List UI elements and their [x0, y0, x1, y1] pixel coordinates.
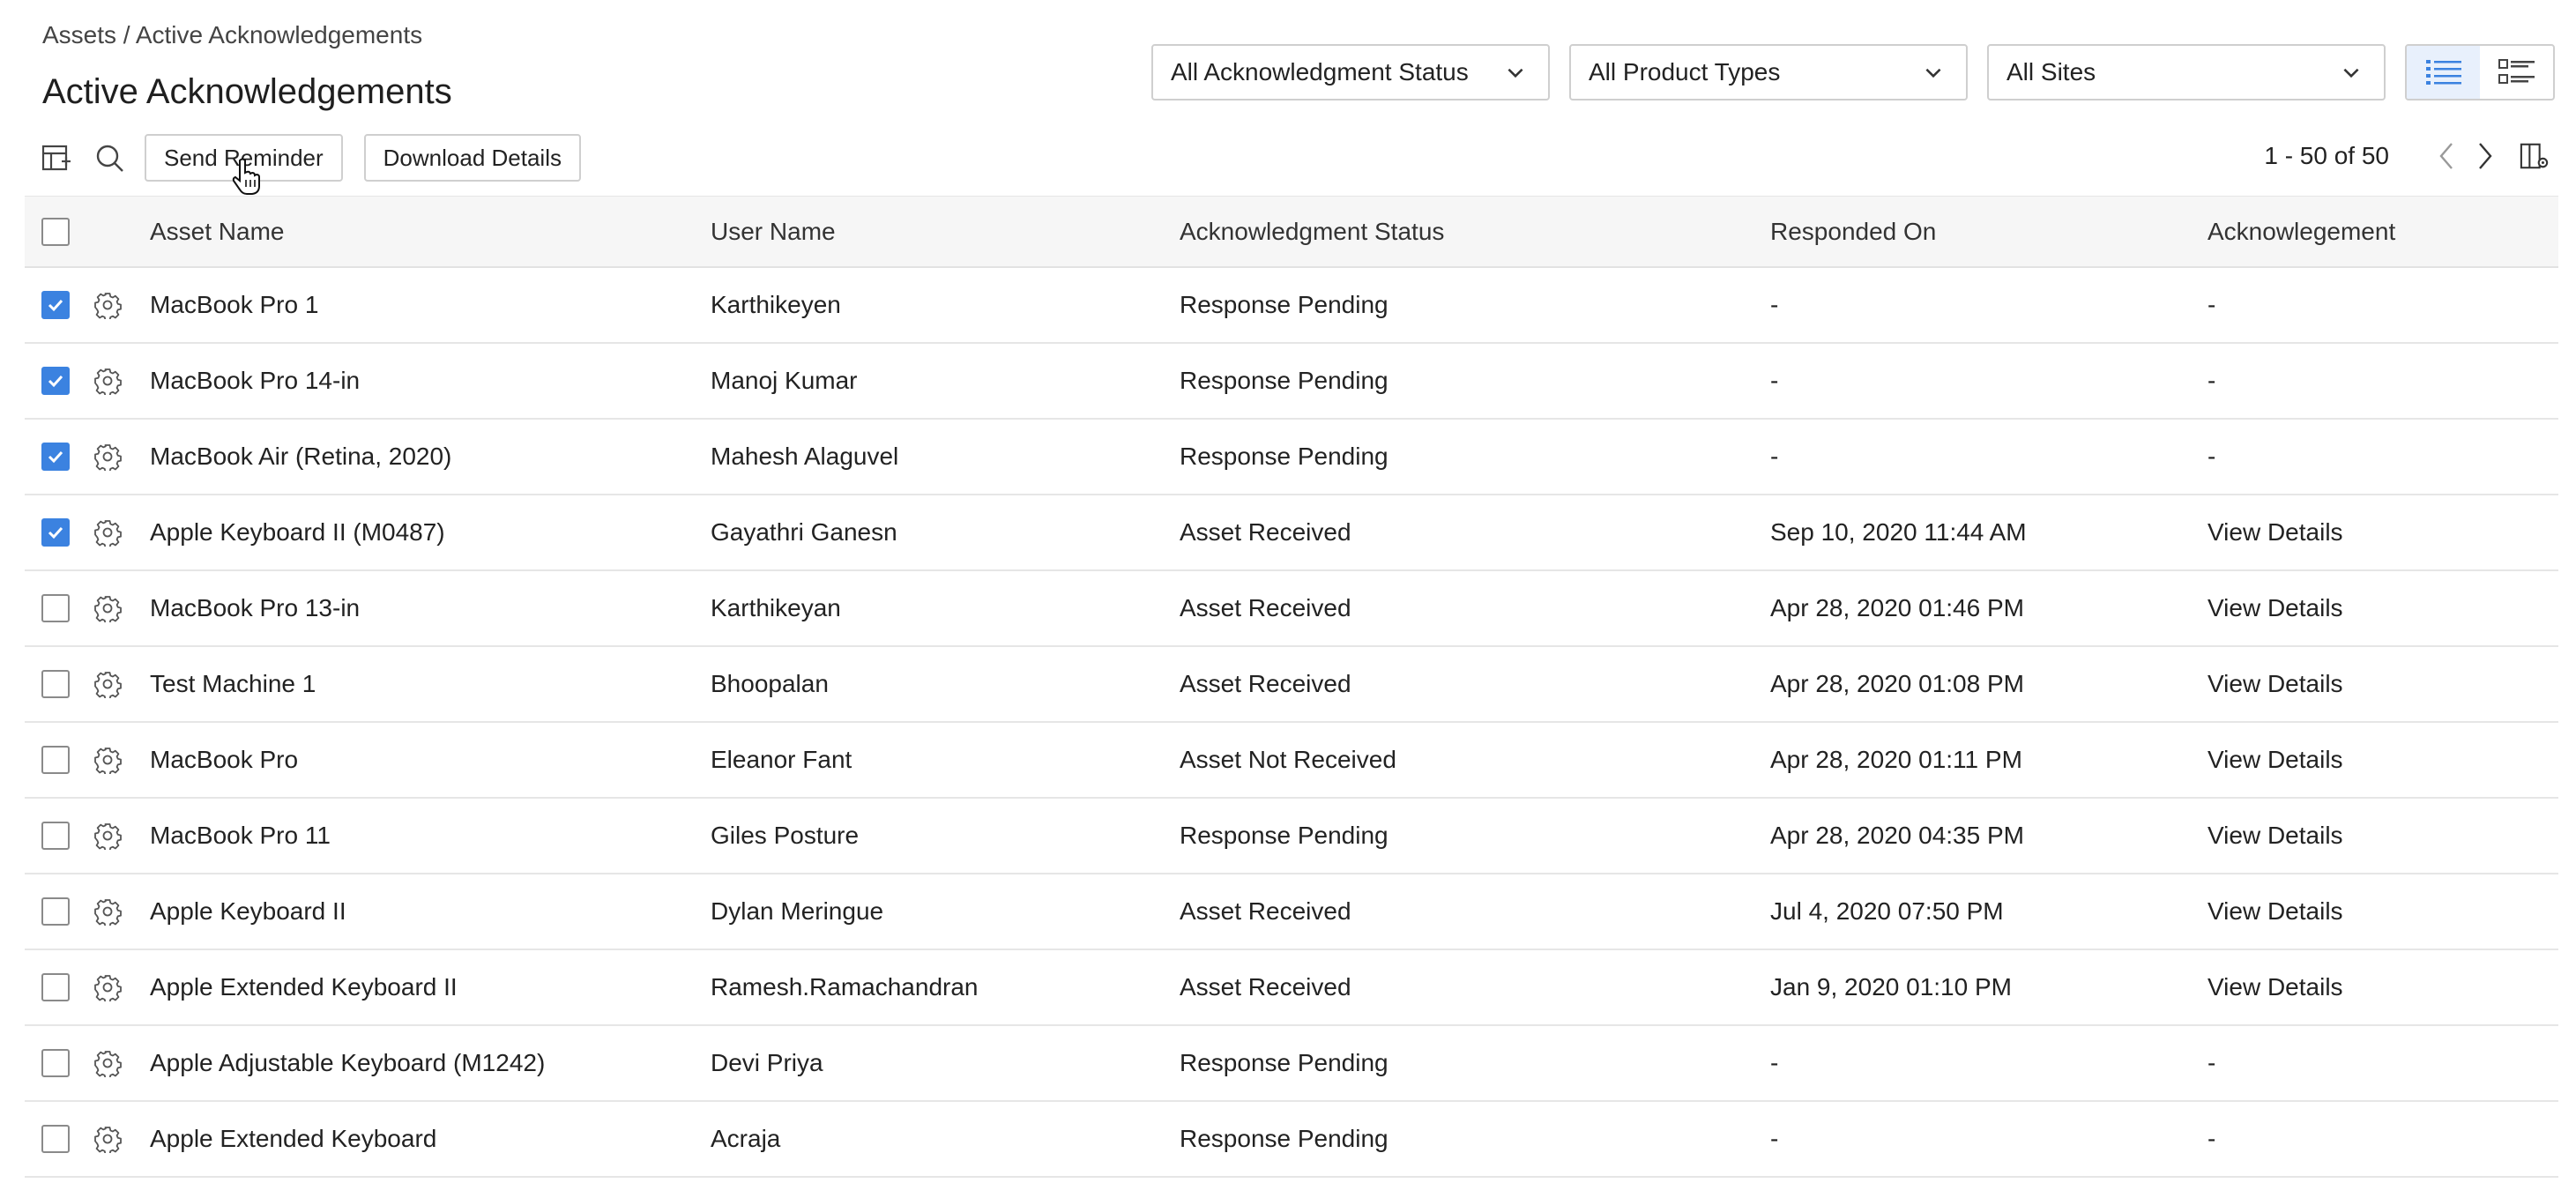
user-name-cell: Karthikeyan	[711, 594, 841, 621]
row-check-cell	[25, 670, 86, 698]
product-types-filter[interactable]	[1569, 44, 1968, 100]
product-types-filter-value: All Product Types	[1589, 58, 1781, 86]
ack-status-cell: Response Pending	[1180, 1049, 1389, 1076]
detail-view-icon	[2498, 57, 2536, 87]
responded-on-cell: -	[1770, 1049, 1779, 1076]
chevron-down-icon	[1922, 61, 1945, 84]
table-row	[25, 874, 2558, 950]
ack-status-cell: Response Pending	[1180, 367, 1389, 394]
prev-page-button[interactable]	[2431, 141, 2461, 171]
ack-status-cell: Response Pending	[1180, 1125, 1389, 1152]
column-header-ack-status[interactable]: Acknowledgment Status	[1180, 217, 1445, 245]
row-check-cell	[25, 594, 86, 622]
row-gear-cell	[86, 1125, 129, 1153]
table-row	[25, 344, 2558, 420]
responded-on-cell: Jan 9, 2020 01:10 PM	[1770, 973, 2012, 1001]
checkmark-icon	[46, 447, 65, 466]
row-check-cell	[25, 822, 86, 850]
row-checkbox[interactable]	[41, 973, 70, 1001]
chevron-right-icon	[2475, 141, 2496, 171]
table-body	[25, 268, 2558, 1178]
asset-name-cell[interactable]: MacBook Pro	[150, 746, 299, 773]
gear-icon[interactable]	[93, 518, 122, 547]
ack-status-cell: Response Pending	[1180, 291, 1389, 318]
row-checkbox[interactable]	[41, 1049, 70, 1077]
user-name-cell: Devi Priya	[711, 1049, 823, 1076]
column-settings-button[interactable]	[2520, 141, 2550, 171]
row-checkbox[interactable]	[41, 367, 70, 395]
table-row	[25, 268, 2558, 344]
row-gear-cell	[86, 746, 129, 774]
column-header-user-name[interactable]: User Name	[711, 217, 836, 245]
table-add-icon	[41, 142, 72, 174]
acknowledgement-cell: -	[2207, 1049, 2216, 1076]
gear-icon[interactable]	[93, 973, 122, 1001]
row-gear-cell	[86, 291, 129, 319]
column-settings-icon	[2520, 140, 2550, 172]
responded-on-cell: Apr 28, 2020 04:35 PM	[1770, 822, 2024, 849]
pagination	[2264, 141, 2550, 171]
row-checkbox[interactable]	[41, 518, 70, 547]
row-check-cell	[25, 443, 86, 471]
user-name-cell: Mahesh Alaguvel	[711, 443, 899, 470]
row-gear-cell	[86, 443, 129, 471]
responded-on-cell: Apr 28, 2020 01:11 PM	[1770, 746, 2022, 773]
ack-status-cell: Asset Received	[1180, 594, 1351, 621]
gear-icon[interactable]	[93, 822, 122, 850]
gear-icon[interactable]	[93, 443, 122, 471]
acknowledgement-cell: -	[2207, 367, 2216, 394]
column-header-acknowledgement[interactable]: Acknowlegement	[2207, 217, 2396, 245]
acknowledgements-table	[25, 196, 2558, 1178]
table-header	[25, 196, 2558, 268]
list-view-button[interactable]	[2407, 46, 2480, 99]
row-check-cell	[25, 1125, 86, 1153]
row-check-cell	[25, 367, 86, 395]
hand-cursor-icon	[231, 157, 263, 196]
next-page-button[interactable]	[2470, 141, 2500, 171]
table-row	[25, 799, 2558, 874]
acknowledgement-cell[interactable]: View Details	[2207, 746, 2343, 773]
user-name-cell: Giles Posture	[711, 822, 860, 849]
column-header-responded-on[interactable]: Responded On	[1770, 217, 1937, 245]
view-toggle	[2405, 44, 2555, 100]
row-check-cell	[25, 291, 86, 319]
gear-icon[interactable]	[93, 291, 122, 319]
chevron-down-icon	[1504, 61, 1527, 84]
acknowledgement-cell: -	[2207, 1125, 2216, 1152]
asset-name-cell[interactable]: MacBook Pro 11	[150, 822, 331, 849]
ack-status-cell: Asset Received	[1180, 670, 1351, 697]
table-row	[25, 495, 2558, 571]
asset-name-cell[interactable]: Test Machine 1	[150, 670, 316, 697]
row-gear-cell	[86, 518, 129, 547]
row-gear-cell	[86, 594, 129, 622]
filter-bar	[1151, 44, 2405, 100]
responded-on-cell: Apr 28, 2020 01:08 PM	[1770, 670, 2024, 697]
table-row	[25, 1102, 2558, 1178]
asset-name-cell[interactable]: MacBook Pro 13-in	[150, 594, 361, 621]
gear-icon[interactable]	[93, 746, 122, 774]
user-name-cell: Dylan Meringue	[711, 897, 884, 925]
row-checkbox[interactable]	[41, 746, 70, 774]
asset-name-cell[interactable]: Apple Extended Keyboard	[150, 1125, 437, 1152]
row-gear-cell	[86, 822, 129, 850]
ack-status-filter[interactable]	[1151, 44, 1550, 100]
row-check-cell	[25, 1049, 86, 1077]
responded-on-cell: Apr 28, 2020 01:46 PM	[1770, 594, 2024, 621]
checkmark-icon	[46, 371, 65, 391]
acknowledgement-cell[interactable]: View Details	[2207, 518, 2343, 546]
row-gear-cell	[86, 367, 129, 395]
ack-status-cell: Response Pending	[1180, 443, 1389, 470]
asset-name-cell[interactable]: MacBook Air (Retina, 2020)	[150, 443, 452, 470]
gear-icon[interactable]	[93, 594, 122, 622]
sites-filter-value: All Sites	[2006, 58, 2096, 86]
responded-on-cell: -	[1770, 367, 1779, 394]
ack-status-filter-value: All Acknowledgment Status	[1171, 58, 1469, 86]
row-checkbox[interactable]	[41, 291, 70, 319]
user-name-cell: Gayathri Ganesn	[711, 518, 897, 546]
send-reminder-button[interactable]: Send Reminder	[145, 134, 343, 182]
ack-status-cell: Asset Not Received	[1180, 746, 1396, 773]
chevron-left-icon	[2436, 141, 2457, 171]
ack-status-cell: Asset Received	[1180, 518, 1351, 546]
asset-name-cell[interactable]: Apple Keyboard II	[150, 897, 346, 925]
row-check-cell	[25, 746, 86, 774]
user-name-cell: Manoj Kumar	[711, 367, 858, 394]
responded-on-cell: -	[1770, 1125, 1779, 1152]
responded-on-cell: Jul 4, 2020 07:50 PM	[1770, 897, 2004, 925]
pagination-range: 1 - 50 of 50	[2264, 142, 2389, 169]
select-all-checkbox[interactable]	[41, 218, 70, 246]
acknowledgement-cell: -	[2207, 291, 2216, 318]
magnifier-icon	[93, 142, 125, 174]
table-row	[25, 420, 2558, 495]
user-name-cell: Acraja	[711, 1125, 781, 1152]
ack-status-cell: Response Pending	[1180, 822, 1389, 849]
row-checkbox[interactable]	[41, 670, 70, 698]
gear-icon[interactable]	[93, 1125, 122, 1153]
gear-icon[interactable]	[93, 897, 122, 926]
user-name-cell: Karthikeyen	[711, 291, 841, 318]
table-row	[25, 723, 2558, 799]
user-name-cell: Eleanor Fant	[711, 746, 852, 773]
acknowledgement-cell: -	[2207, 443, 2216, 470]
responded-on-cell: -	[1770, 443, 1779, 470]
row-check-cell	[25, 973, 86, 1001]
list-view-icon	[2424, 57, 2463, 87]
acknowledgement-cell[interactable]: View Details	[2207, 973, 2343, 1001]
asset-name-cell[interactable]: Apple Keyboard II (M0487)	[150, 518, 445, 546]
row-checkbox[interactable]	[41, 594, 70, 622]
acknowledgement-cell[interactable]: View Details	[2207, 594, 2343, 621]
gear-icon[interactable]	[93, 1049, 122, 1077]
detail-view-button[interactable]	[2480, 46, 2553, 99]
row-gear-cell	[86, 1049, 129, 1077]
row-check-cell	[25, 518, 86, 547]
user-name-cell: Bhoopalan	[711, 670, 829, 697]
table-row	[25, 950, 2558, 1026]
table-row	[25, 1026, 2558, 1102]
row-gear-cell	[86, 973, 129, 1001]
chevron-down-icon	[2340, 61, 2363, 84]
asset-name-cell[interactable]: Apple Extended Keyboard II	[150, 973, 458, 1001]
sites-filter[interactable]	[1987, 44, 2386, 100]
row-gear-cell	[86, 670, 129, 698]
gear-icon[interactable]	[93, 670, 122, 698]
ack-status-cell: Asset Received	[1180, 973, 1351, 1001]
asset-name-cell[interactable]: Apple Adjustable Keyboard (M1242)	[150, 1049, 546, 1076]
responded-on-cell: -	[1770, 291, 1779, 318]
row-checkbox[interactable]	[41, 1125, 70, 1153]
row-checkbox[interactable]	[41, 822, 70, 850]
table-row	[25, 571, 2558, 647]
row-gear-cell	[86, 897, 129, 926]
row-checkbox[interactable]	[41, 897, 70, 926]
toolbar	[39, 134, 602, 182]
select-all-cell	[25, 218, 86, 246]
responded-on-cell: Sep 10, 2020 11:44 AM	[1770, 518, 2027, 546]
page-title: Active Acknowledgements	[42, 72, 452, 111]
checkmark-icon	[46, 295, 65, 315]
acknowledgement-cell[interactable]: View Details	[2207, 822, 2343, 849]
gear-icon[interactable]	[93, 367, 122, 395]
add-column-icon[interactable]	[39, 140, 74, 175]
search-icon[interactable]	[92, 140, 127, 175]
table-row	[25, 647, 2558, 723]
user-name-cell: Ramesh.Ramachandran	[711, 973, 979, 1001]
row-checkbox[interactable]	[41, 443, 70, 471]
checkmark-icon	[46, 523, 65, 542]
breadcrumb[interactable]: Assets / Active Acknowledgements	[42, 21, 423, 48]
asset-name-cell[interactable]: MacBook Pro 14-in	[150, 367, 361, 394]
asset-name-cell[interactable]: MacBook Pro 1	[150, 291, 319, 318]
ack-status-cell: Asset Received	[1180, 897, 1351, 925]
acknowledgement-cell[interactable]: View Details	[2207, 897, 2343, 925]
column-header-asset-name[interactable]: Asset Name	[150, 217, 285, 245]
acknowledgement-cell[interactable]: View Details	[2207, 670, 2343, 697]
download-details-button[interactable]: Download Details	[364, 134, 581, 182]
row-check-cell	[25, 897, 86, 926]
